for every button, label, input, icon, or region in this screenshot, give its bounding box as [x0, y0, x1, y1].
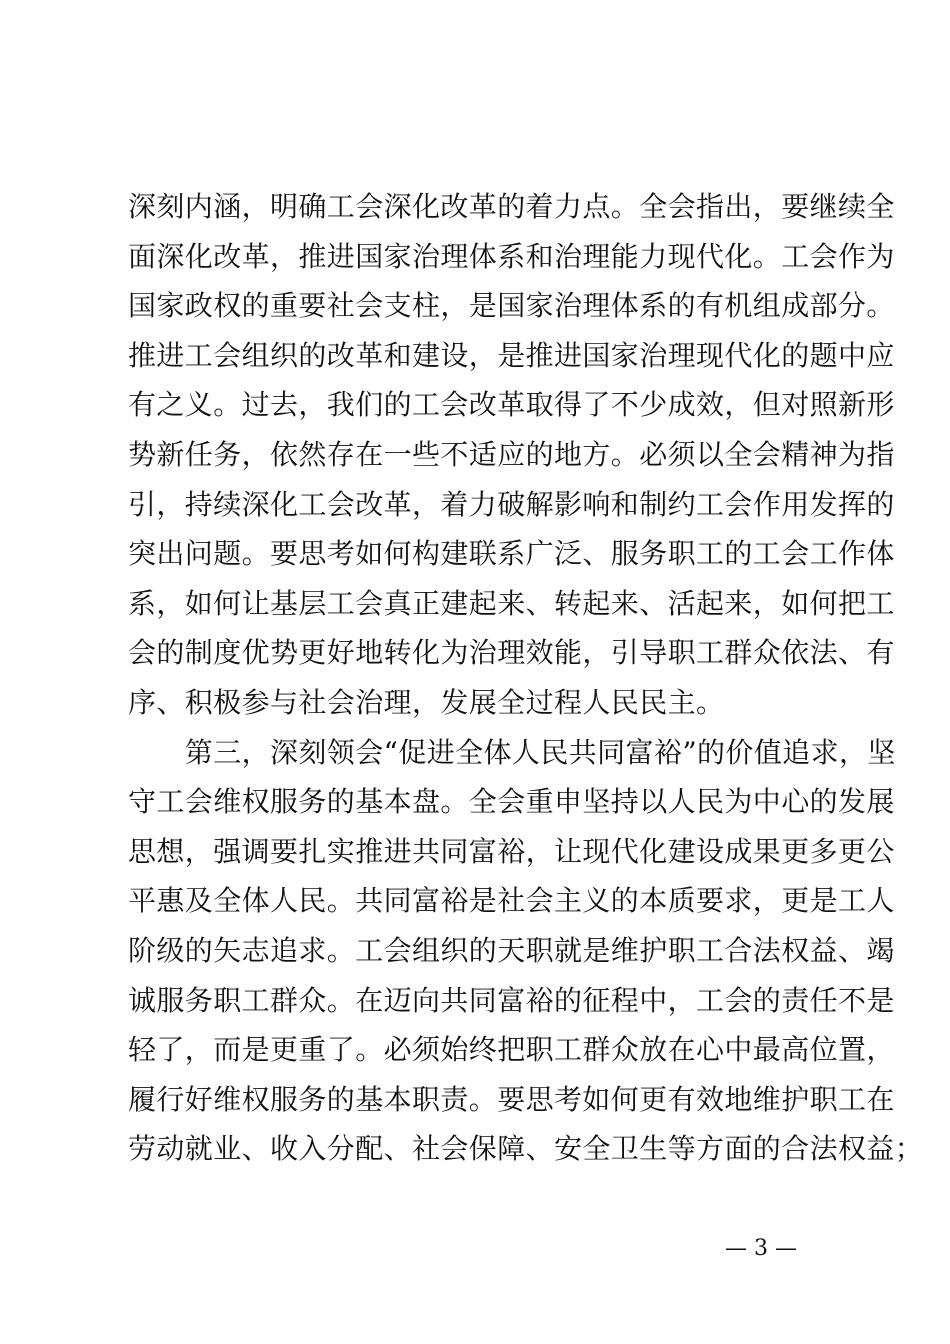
body-text — [128, 182, 924, 1174]
text-line-8: 突出问题。要思考如何构建联系广泛、服务职工的工会工作体 — [128, 537, 895, 571]
text-line-20: 劳动就业、收入分配、社会保障、安全卫生等方面的合法权益； — [128, 1132, 924, 1166]
text-line-19: 履行好维权服务的基本职责。要思考如何更有效地维护职工在 — [128, 1082, 895, 1116]
text-line-16: 阶级的矢志追求。工会组织的天职就是维护职工合法权益、竭 — [128, 933, 895, 967]
page-number: — 3 — — [725, 1236, 797, 1261]
text-line-7: 引，持续深化工会改革，着力破解影响和制约工会作用发挥的 — [128, 487, 895, 521]
text-line-6: 势新任务，依然存在一些不适应的地方。必须以全会精神为指 — [128, 437, 895, 471]
text-line-1: 深刻内涵，明确工会深化改革的着力点。全会指出，要继续全 — [128, 190, 895, 223]
text-line-9: 系，如何让基层工会真正建起来、转起来、活起来，如何把工 — [128, 586, 895, 620]
text-line-15: 平惠及全体人民。共同富裕是社会主义的本质要求，更是工人 — [128, 884, 895, 918]
text-line-13: 守工会维权服务的基本盘。全会重申坚持以人民为中心的发展 — [128, 785, 895, 819]
text-line-3: 国家政权的重要社会支柱，是国家治理体系的有机组成部分。 — [128, 289, 895, 323]
text-line-12: 第三，深刻领会“促进全体人民共同富裕”的价值追求，坚 — [128, 735, 896, 769]
text-line-18: 轻了，而是更重了。必须始终把职工群众放在心中最高位置， — [128, 1033, 895, 1067]
text-line-10: 会的制度优势更好地转化为治理效能，引导职工群众依法、有 — [128, 636, 895, 670]
text-line-14: 思想，强调要扎实推进共同富裕，让现代化建设成果更多更公 — [128, 834, 895, 868]
text-line-17: 诚服务职工群众。在迈向共同富裕的征程中，工会的责任不是 — [128, 983, 895, 1017]
text-line-11: 序、积极参与社会治理，发展全过程人民民主。 — [128, 685, 725, 719]
text-line-2: 面深化改革，推进国家治理体系和治理能力现代化。工会作为 — [128, 239, 895, 273]
text-line-5: 有之义。过去，我们的工会改革取得了不少成效，但对照新形 — [128, 388, 895, 422]
text-line-4: 推进工会组织的改革和建设，是推进国家治理现代化的题中应 — [128, 338, 895, 372]
